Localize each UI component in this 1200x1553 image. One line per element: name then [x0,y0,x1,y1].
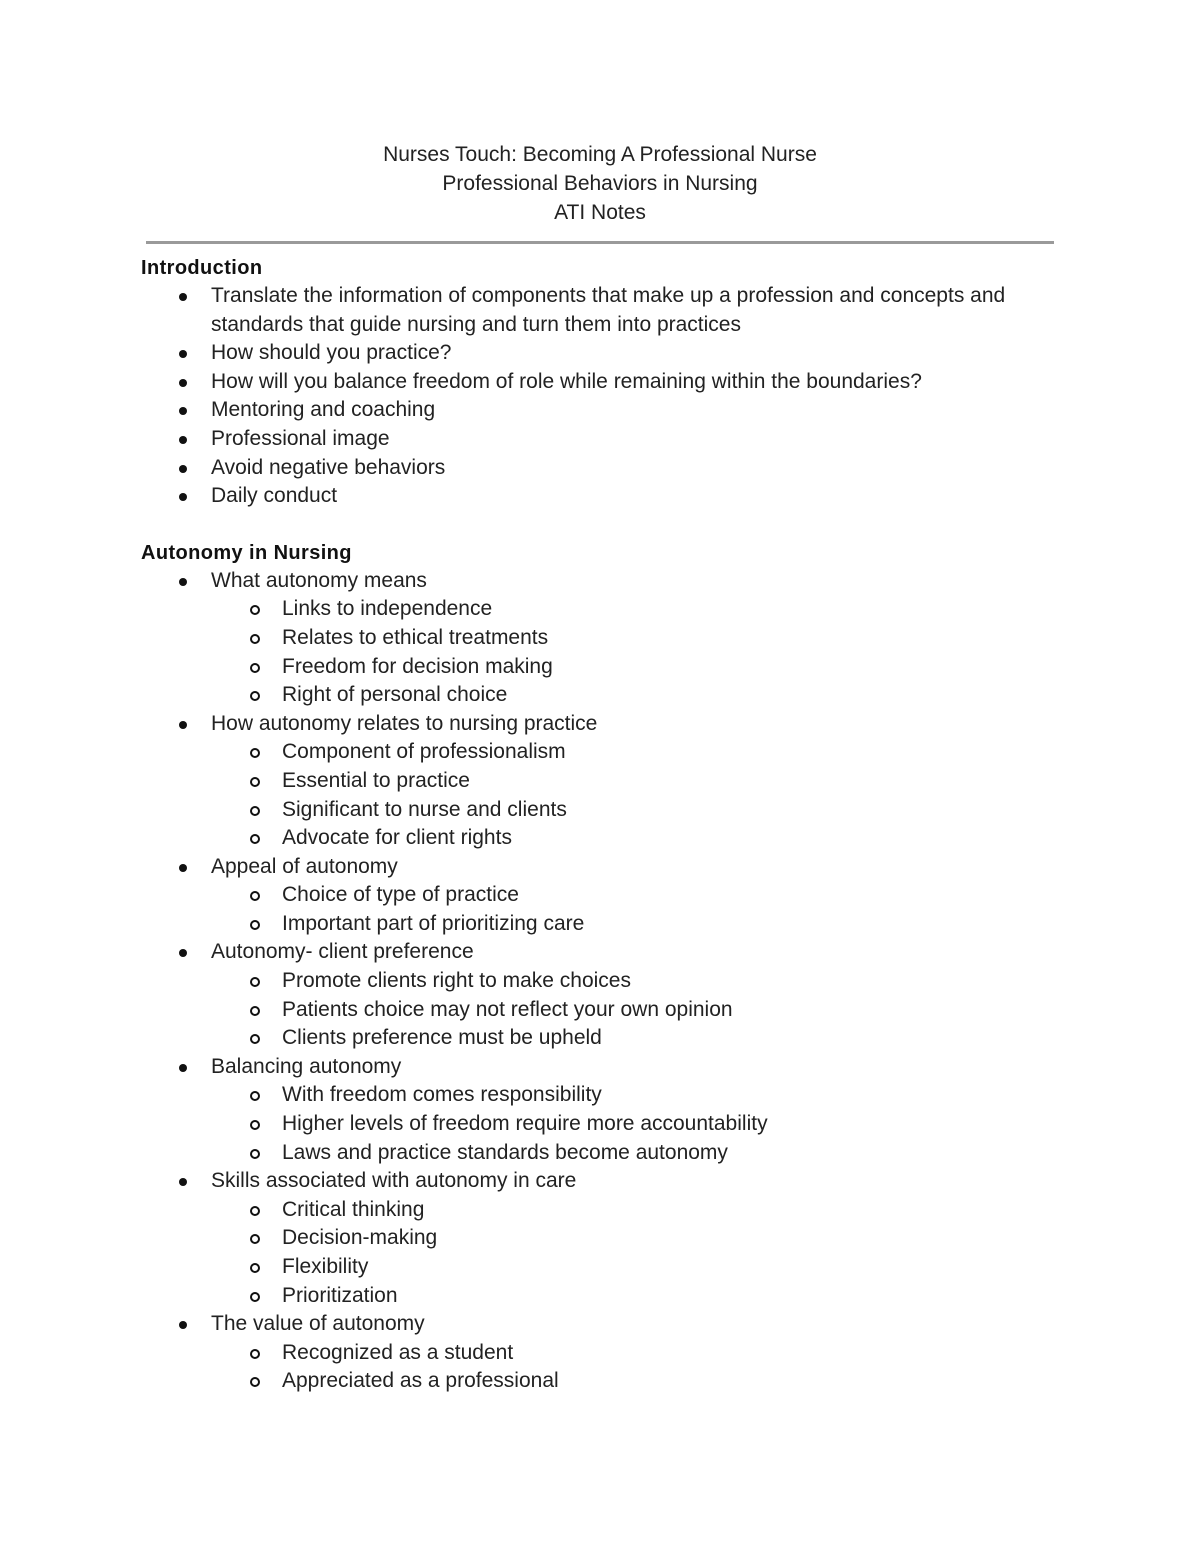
sub-list [211,1081,1071,1167]
list-item [141,853,1071,939]
sub-list-item-text: Critical thinking [282,1197,425,1221]
sub-list [211,967,1071,1053]
sub-list-item-text: Flexibility [282,1255,369,1278]
document-title: Nurses Touch: Becoming A Professional Nurse [383,143,817,166]
list-item-text: How autonomy relates to nursing practice [211,711,598,735]
horizontal-divider [146,241,1054,244]
sub-list-item [141,681,1071,710]
list-item-text: The value of autonomy [211,1312,425,1336]
list-item-text: What autonomy means [211,568,427,592]
list-item-text: Professional image [211,426,390,450]
list-item [141,710,1071,853]
hollow-bullet-icon [250,1292,260,1302]
sub-list-item-text: Decision-making [282,1226,438,1250]
hollow-bullet-icon [250,663,260,673]
sub-list-item-text: Advocate for client rights [282,826,512,850]
hollow-bullet-icon [250,1349,260,1359]
document-body [141,254,1071,1396]
sub-list-item-text: Component of professionalism [282,740,566,764]
hollow-bullet-icon [250,777,260,787]
list-item [141,1167,1071,1310]
sub-list-item-text: Significant to nurse and clients [282,797,567,821]
sub-list-item [141,796,1071,825]
bullet-icon [179,493,187,501]
sub-list [211,1196,1071,1310]
list-item [141,482,1071,511]
hollow-bullet-icon [250,977,260,987]
sub-list-item [141,653,1071,682]
list-item [141,396,1071,425]
sub-list-item [141,595,1071,624]
list-item [141,339,1071,368]
hollow-bullet-icon [250,1091,260,1101]
bullet-icon [179,864,187,872]
list-item [141,1053,1071,1167]
sub-list-item-text: With freedom comes responsibility [282,1083,602,1107]
sub-list-item [141,767,1071,796]
list-item-text: Translate the information of components that make up a profession and concepts and standards that guide nursing and turn them into practices [211,284,1006,336]
sub-list-item [141,881,1071,910]
bullet-icon [179,436,187,444]
hollow-bullet-icon [250,1006,260,1016]
list-item-text: How should you practice? [211,341,452,365]
list-item-text: Mentoring and coaching [211,398,436,422]
hollow-bullet-icon [250,1034,260,1044]
document-subtitle: Professional Behaviors in Nursing [442,172,758,195]
sub-list-item [141,824,1071,853]
sub-list-item [141,1081,1071,1110]
sub-list-item-text: Essential to practice [282,768,470,792]
hollow-bullet-icon [250,1377,260,1387]
section-heading-introduction: Introduction [141,257,263,279]
hollow-bullet-icon [250,1234,260,1244]
list-item [141,282,1071,339]
section-heading-autonomy: Autonomy in Nursing [141,541,352,564]
list-item [141,454,1071,483]
sub-list-item [141,1024,1071,1053]
sub-list-item-text: Links to independence [282,597,493,621]
bullet-icon [179,407,187,415]
bullet-icon [179,465,187,473]
hollow-bullet-icon [250,920,260,930]
list-item [141,425,1071,454]
hollow-bullet-icon [250,1149,260,1159]
sub-list-item-text: Relates to ethical treatments [282,625,549,649]
list-item-text: Skills associated with autonomy in care [211,1169,577,1193]
list-item-text: Daily conduct [211,484,338,508]
hollow-bullet-icon [250,891,260,901]
hollow-bullet-icon [250,634,260,644]
sub-list-item [141,1339,1071,1368]
hollow-bullet-icon [250,834,260,844]
sub-list-item [141,910,1071,939]
sub-list-item [141,1110,1071,1139]
list-item-text: Balancing autonomy [211,1054,402,1078]
sub-list-item [141,1282,1071,1311]
bullet-icon [179,949,187,957]
list-item [141,1310,1071,1396]
sub-list-item [141,1367,1071,1396]
sub-list-item [141,1196,1071,1225]
sub-list [211,881,1071,938]
bullet-icon [179,350,187,358]
sub-list-item-text: Patients choice may not reflect your own opinion [282,997,733,1021]
hollow-bullet-icon [250,806,260,816]
sub-list-item-text: Laws and practice standards become autonomy [282,1140,728,1164]
sub-list-item-text: Recognized as a student [282,1340,514,1364]
list-item [141,567,1071,710]
bullet-icon [179,1321,187,1329]
sub-list-item-text: Important part of prioritizing care [282,911,585,935]
sub-list-item-text: Appreciated as a professional [282,1369,559,1393]
sub-list-item [141,967,1071,996]
sub-list-item-text: Higher levels of freedom require more accountability [282,1112,768,1136]
sub-list-item [141,1253,1071,1282]
sub-list-item-text: Prioritization [282,1283,398,1307]
hollow-bullet-icon [250,1120,260,1130]
hollow-bullet-icon [250,691,260,701]
bullet-icon [179,578,187,586]
bullet-icon [179,379,187,387]
list-item-text: How will you balance freedom of role while remaining within the boundaries? [211,369,922,393]
sub-list [211,1339,1071,1396]
list-item [141,368,1071,397]
sub-list-item [141,738,1071,767]
sub-list [211,738,1071,852]
sub-list-item-text: Right of personal choice [282,683,508,707]
hollow-bullet-icon [250,748,260,758]
hollow-bullet-icon [250,1263,260,1273]
list-item-text: Avoid negative behaviors [211,455,446,479]
sub-list-item-text: Promote clients right to make choices [282,969,631,993]
document-title-block [0,140,1200,227]
document-source-label: ATI Notes [554,201,646,224]
sub-list-item [141,624,1071,653]
bullet-icon [179,293,187,301]
sub-list-item-text: Freedom for decision making [282,654,553,678]
list-item [141,938,1071,1052]
introduction-list [141,282,1071,511]
hollow-bullet-icon [250,605,260,615]
sub-list-item [141,1139,1071,1168]
sub-list-item-text: Choice of type of practice [282,883,519,907]
list-item-text: Autonomy- client preference [211,940,474,964]
bullet-icon [179,721,187,729]
list-item-text: Appeal of autonomy [211,854,398,878]
sub-list-item-text: Clients preference must be upheld [282,1026,602,1050]
bullet-icon [179,1178,187,1186]
hollow-bullet-icon [250,1206,260,1216]
bullet-icon [179,1064,187,1072]
sub-list [211,595,1071,709]
autonomy-list [141,567,1071,1396]
sub-list-item [141,1224,1071,1253]
sub-list-item [141,996,1071,1025]
